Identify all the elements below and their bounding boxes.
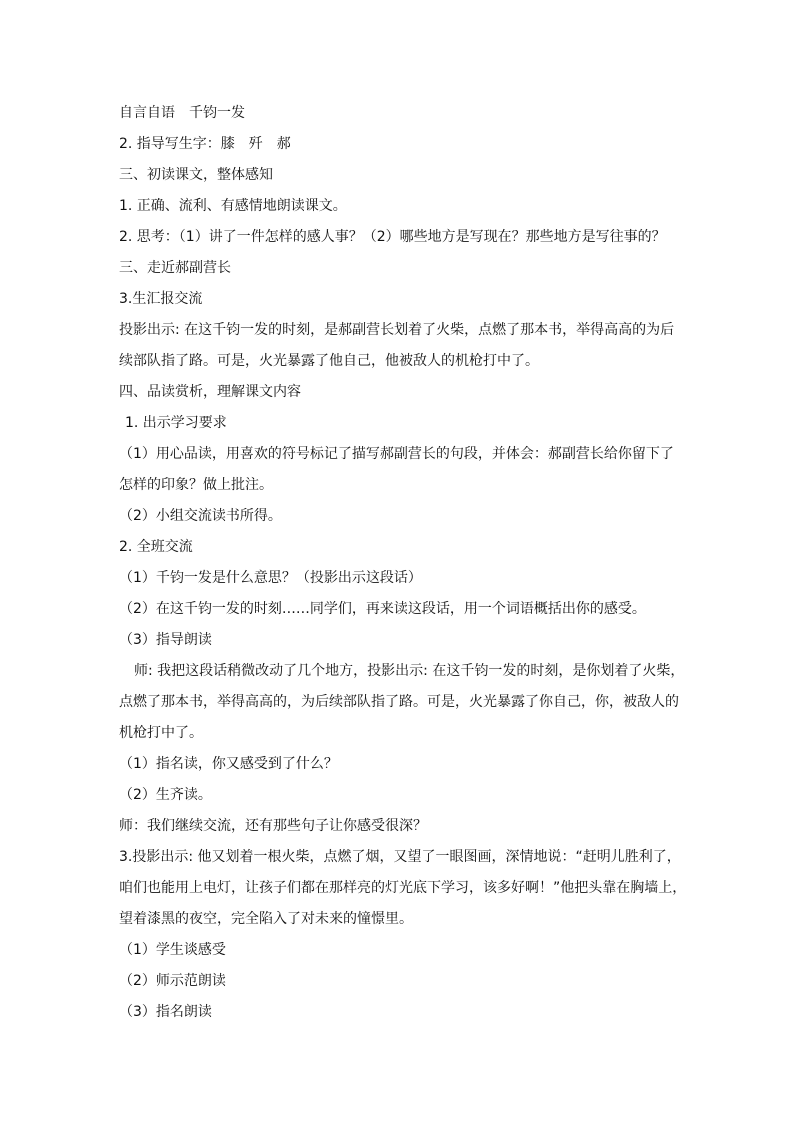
text-line: 师: 我把这段话稍微改动了几个地方，投影出示: 在这千钧一发的时刻，是你划着了火柴，	[134, 663, 685, 679]
text-line: 怎样的印象？做上批注。	[119, 477, 273, 493]
text-line: 望着漆黑的夜空，完全陷入了对未来的憧憬里。	[119, 911, 413, 927]
text-line: （1）用心品读，用喜欢的符号标记了描写郝副营长的句段，并体会：郝副营长给你留下了	[119, 446, 674, 462]
text-line: 1. 出示学习要求	[125, 415, 227, 431]
text-line: 3.生汇报交流	[119, 291, 203, 307]
section-heading: 三、初读课文，整体感知	[119, 167, 273, 183]
text-line: （3）指导朗读	[119, 632, 212, 648]
text-line: （2）小组交流读书所得。	[119, 508, 282, 524]
text-line: （2）生齐读。	[119, 787, 212, 803]
text-line: 1. 正确、流利、有感情地朗读课文。	[119, 198, 347, 214]
text-line: 2. 全班交流	[119, 539, 193, 555]
document-body	[119, 100, 687, 1030]
text-line: （1）千钧一发是什么意思？（投影出示这段话）	[119, 570, 422, 586]
text-line: 2. 指导写生字：膝 歼 郝	[119, 136, 291, 152]
text-line: 机枪打中了。	[119, 725, 203, 741]
text-line: （1）学生谈感受	[119, 942, 226, 958]
text-line: 投影出示: 在这千钧一发的时刻，是郝副营长划着了火柴，点燃了那本书，举得高高的为后	[119, 322, 675, 338]
section-heading: 四、品读赏析，理解课文内容	[119, 384, 301, 400]
text-line: （1）指名读，你又感受到了什么？	[119, 756, 338, 772]
text-line: （3）指名朗读	[119, 1004, 212, 1020]
text-line: （2）在这千钧一发的时刻……同学们，再来读这段话，用一个词语概括出你的感受。	[119, 601, 646, 617]
text-line: （2）师示范朗读	[119, 973, 226, 989]
text-line: 点燃了那本书，举得高高的，为后续部队指了路。可是，火光暴露了你自己，你，被敌人的	[119, 694, 679, 710]
section-heading: 三、走近郝副营长	[119, 260, 231, 276]
text-line: 咱们也能用上电灯，让孩子们都在那样亮的灯光底下学习，该多好啊！”他把头靠在胸墙上，	[119, 880, 687, 896]
text-line: 2. 思考：（1）讲了一件怎样的感人事？（2）哪些地方是写现在？那些地方是写往事的？	[119, 229, 666, 245]
text-line: 续部队指了路。可是，火光暴露了他自己，他被敌人的机枪打中了。	[119, 353, 539, 369]
text-line: 师：我们继续交流，还有那些句子让你感受很深？	[119, 818, 427, 834]
text-line: 3.投影出示: 他又划着一根火柴，点燃了烟，又望了一眼图画，深情地说：“赶明儿胜利了，	[119, 849, 681, 865]
text-line: 自言自语 千钧一发	[119, 105, 245, 121]
